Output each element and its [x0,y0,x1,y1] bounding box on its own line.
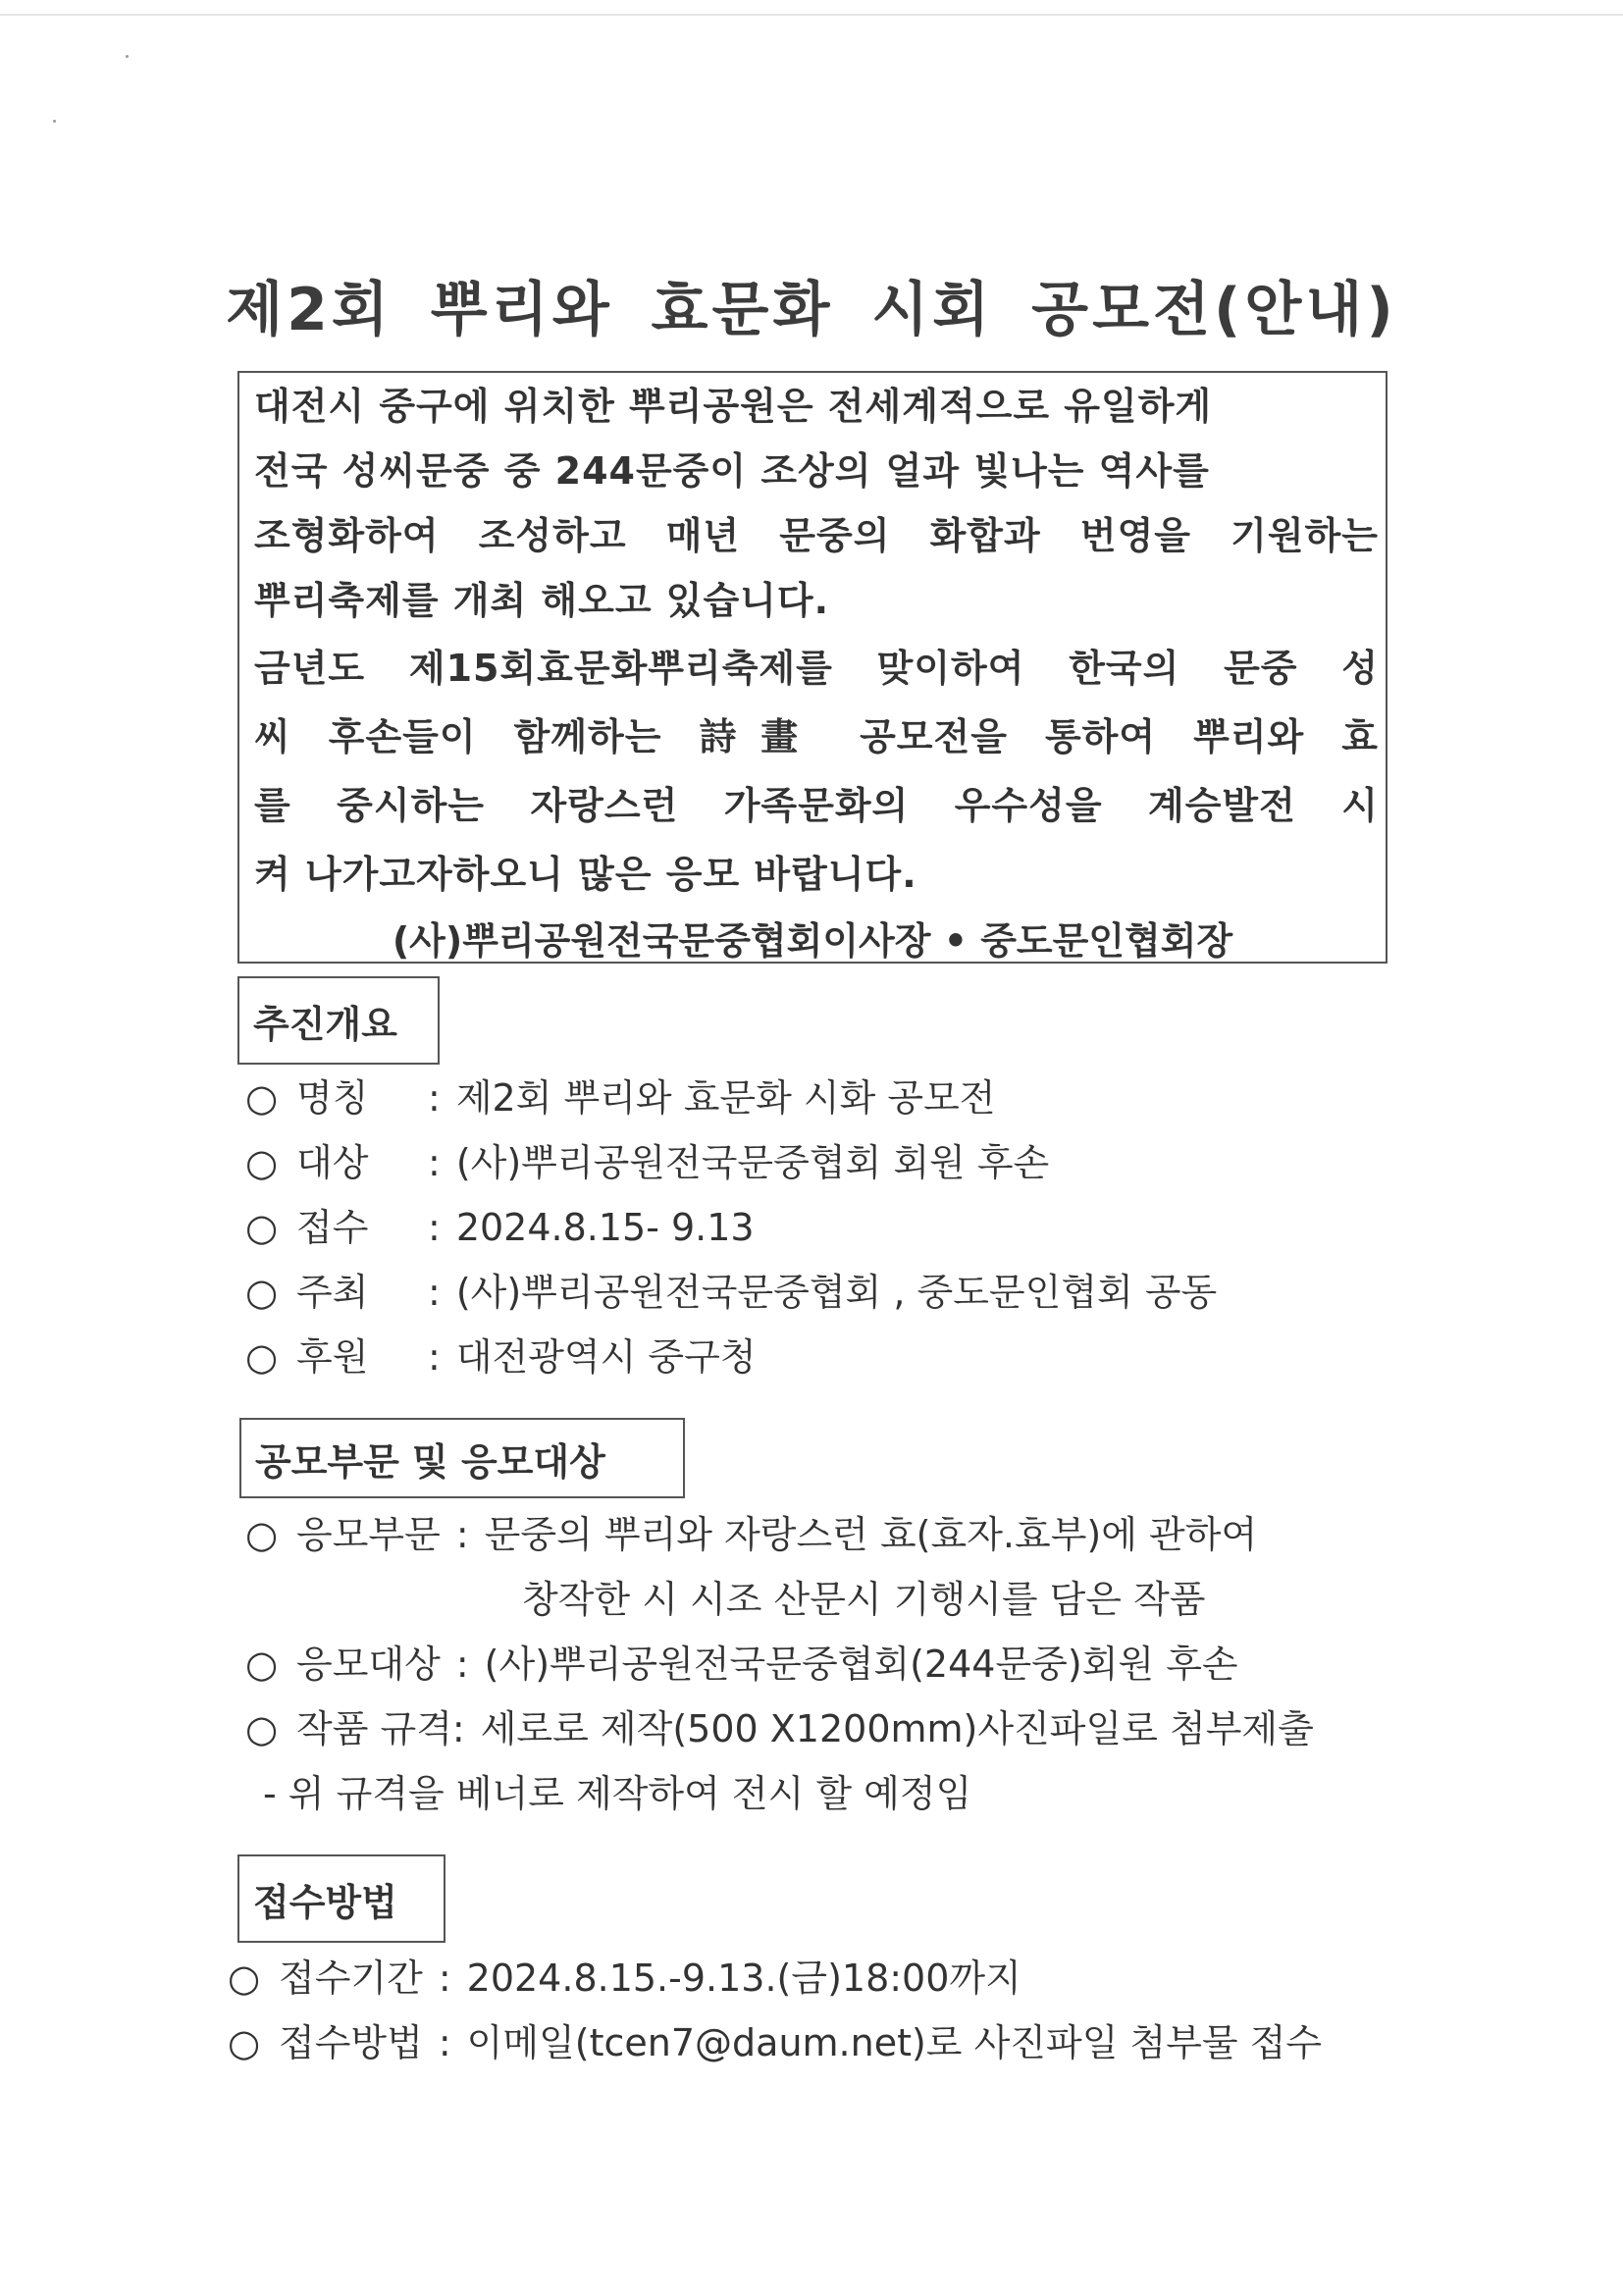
overview-item-value: 대전광역시 중구청 [455,1335,757,1379]
category-item: ○ 응모부문 : 문중의 뿌리와 자랑스런 효(효자.효부)에 관하여 [245,1504,1257,1558]
scan-edge-line [0,14,1623,16]
intro-line: 씨 후손들이 함께하는 詩畫 공모전을 통하여 뿌리와 효 [254,715,1379,758]
circle-bullet-icon: ○ [245,1206,279,1249]
intro-line: 대전시 중구에 위치한 뿌리공원은 전세계적으로 유일하게 [254,385,1213,428]
submission-item-label: 접수방법 [279,2021,423,2064]
overview-item-value: (사)뿌리공원전국문중협회 , 중도문인협회 공동 [455,1271,1218,1314]
signature: (사)뿌리공원전국문중협회이사장 • 중도문인협회장 [392,919,1233,963]
circle-bullet-icon: ○ [245,1643,279,1686]
intro-line: 전국 성씨문중 중 244문중이 조상의 얼과 빛나는 역사를 [254,449,1210,493]
submission-item: ○ 접수기간 : 2024.8.15.-9.13.(금)18:00까지 [228,1948,1021,2002]
overview-item-value: 2024.8.15- 9.13 [455,1206,755,1249]
circle-bullet-icon: ○ [245,1335,279,1379]
circle-bullet-icon: ○ [245,1707,279,1750]
category-item-label: 응모부문 [296,1513,441,1556]
circle-bullet-icon: ○ [245,1141,279,1184]
overview-item-label: 명칭 [296,1076,369,1120]
category-item-value-continued: 창작한 시 시조 산문시 기행시를 담은 작품 [522,1578,1206,1621]
overview-item-label: 후원 [296,1335,369,1379]
page-title: 제2회 뿌리와 효문화 시회 공모전(안내) [226,276,1397,344]
overview-item: ○ 접수 : 2024.8.15- 9.13 [245,1197,755,1251]
intro-line: 켜 나가고자하오니 많은 응모 바랍니다. [254,853,917,896]
overview-item: ○ 대상 : (사)뿌리공원전국문중협회 회원 후손 [245,1132,1049,1186]
circle-bullet-icon: ○ [245,1271,279,1314]
overview-item-label: 주최 [296,1271,369,1314]
submission-item-label: 접수기간 [279,1957,423,2000]
circle-bullet-icon: ○ [245,1513,279,1556]
scan-speck [53,120,56,123]
section-heading-overview: 추진개요 [237,976,440,1065]
category-item-value: (사)뿌리공원전국문중협회(244문중)회원 후손 [484,1643,1238,1686]
category-item [245,1698,1314,1752]
circle-bullet-icon: ○ [228,2021,261,2064]
overview-item-label: 접수 [296,1206,369,1249]
category-item: ○ 응모대상 : (사)뿌리공원전국문중협회(244문중)회원 후손 [245,1634,1238,1688]
overview-item: ○ 주최 : (사)뿌리공원전국문중협회 , 중도문인협회 공동 [245,1262,1217,1316]
submission-item-value: 이메일(tcen7@daum.net)로 사진파일 첨부물 접수 [466,2021,1323,2064]
circle-bullet-icon: ○ [228,1957,261,2000]
intro-line: 조형화하여 조성하고 매년 문중의 화합과 번영을 기원하는 [254,514,1379,557]
intro-line: 금년도 제15회효문화뿌리축제를 맞이하여 한국의 문중 성 [254,647,1379,690]
section-heading-submission: 접수방법 [237,1854,445,1943]
overview-item: ○ 명칭 : 제2회 뿌리와 효문화 시화 공모전 [245,1068,996,1122]
submission-item-value: 2024.8.15.-9.13.(금)18:00까지 [466,1957,1021,2000]
intro-line: 뿌리축제를 개최 해오고 있습니다. [254,579,830,622]
category-item-value: 문중의 뿌리와 자랑스런 효(효자.효부)에 관하여 [484,1513,1258,1556]
category-item-label: 응모대상 [296,1643,441,1686]
overview-item-value: 제2회 뿌리와 효문화 시화 공모전 [455,1076,996,1120]
category-item-value: 세로로 제작(500 X1200mm)사진파일로 첨부제출 [480,1707,1314,1750]
scan-speck [126,55,129,58]
intro-line: 를 중시하는 자랑스런 가족문화의 우수성을 계승발전 시 [254,784,1379,827]
category-item-label: 작품 규격: [296,1707,465,1750]
overview-item-value: (사)뿌리공원전국문중협회 회원 후손 [455,1141,1050,1184]
circle-bullet-icon: ○ [245,1076,279,1120]
section-heading-categories: 공모부문 및 응모대상 [239,1418,685,1498]
overview-item-label: 대상 [296,1141,369,1184]
submission-item: ○ 접수방법 : 이메일(tcen7@daum.net)로 사진파일 첨부물 접수 [228,2012,1322,2066]
overview-item: ○ 후원 : 대전광역시 중구청 [245,1327,757,1381]
spec-note: - 위 규격을 베너로 제작하여 전시 할 예정임 [263,1772,972,1815]
